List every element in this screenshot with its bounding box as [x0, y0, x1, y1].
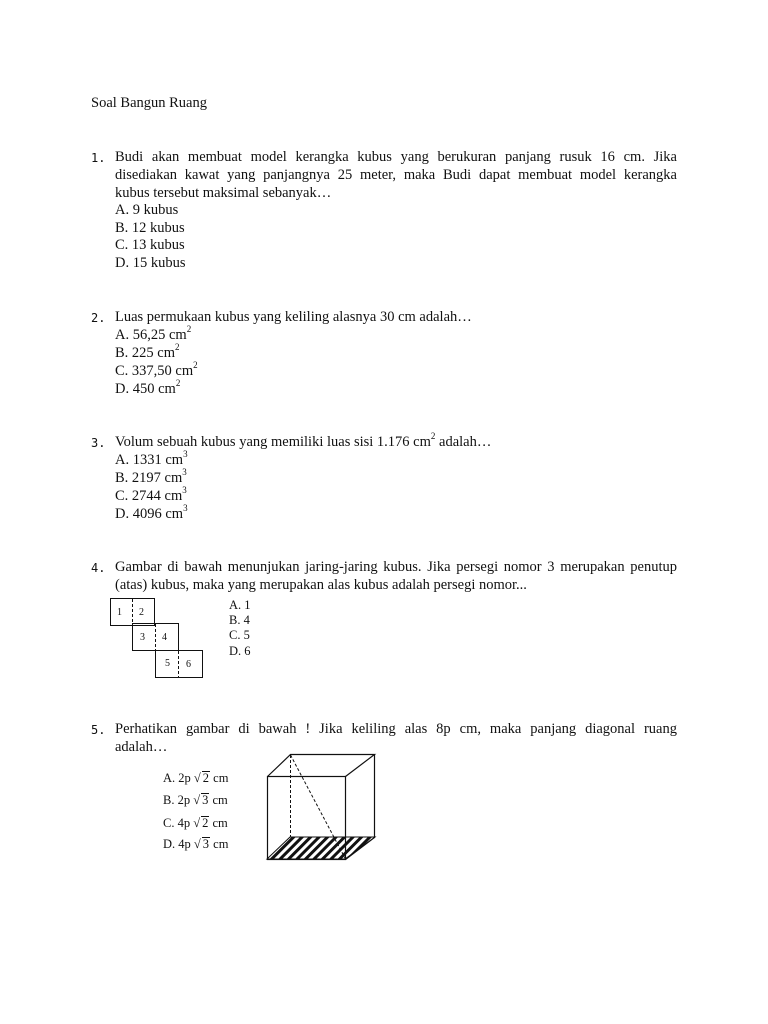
question-4-option-d: D. 6 — [229, 644, 251, 658]
question-4-option-b: B. 4 — [229, 613, 250, 627]
question-1-option-a: A. 9 kubus — [115, 202, 179, 218]
question-2-option-c: C. 337,50 $cm^2$ — [115, 360, 198, 379]
question-4-option-a: A. 1 — [229, 598, 251, 612]
question-3-text: Volum sebuah kubus yang memiliki luas sisi 1.176 $cm^2$ adalah… — [115, 431, 492, 450]
question-3-number: 3. — [91, 436, 106, 450]
question-2-text: Luas permukaan kubus yang keliling alasnya 30 cm adalah… — [115, 309, 472, 325]
net-label-4: 4 — [162, 632, 167, 643]
net-label-3: 3 — [140, 632, 145, 643]
question-3-option-b: B. 2197 $cm^3$ — [115, 467, 187, 486]
question-1-line-2: disediakan kawat yang panjangnya 25 meter, maka Budi dapat membuat model kerangka — [115, 167, 677, 183]
question-4-line-2: (atas) kubus, maka yang merupakan alas kubus adalah persegi nomor... — [115, 577, 527, 593]
net-label-2: 2 — [139, 607, 144, 618]
question-2-option-d: D. 450 $cm^2$ — [115, 378, 181, 397]
net-label-5: 5 — [165, 658, 170, 669]
question-1-number: 1. — [91, 151, 106, 165]
net-square-5-6 — [156, 651, 203, 678]
question-1-line-3: kubus tersebut maksimal sebanyak… — [115, 185, 332, 201]
page-title: Soal Bangun Ruang — [91, 95, 207, 111]
question-1-option-b: B. 12 kubus — [115, 220, 185, 236]
question-2-option-b: B. 225 $cm^2$ — [115, 342, 180, 361]
space-diagonal — [291, 755, 346, 859]
question-2-number: 2. — [91, 311, 106, 325]
question-5-line-1: Perhatikan gambar di bawah ! Jika keliling alas 8p cm, maka panjang diagonal ruang — [115, 721, 677, 737]
question-5-number: 5. — [91, 723, 106, 737]
question-4-number: 4. — [91, 561, 106, 575]
question-1-option-d: D. 15 kubus — [115, 255, 186, 271]
shaded-base — [267, 837, 375, 859]
question-4-line-1: Gambar di bawah menunjukan jaring-jaring kubus. Jika persegi nomor 3 merupakan penutup — [115, 559, 677, 575]
cube-top-face — [268, 755, 375, 777]
question-3-option-c: C. 2744 $cm^3$ — [115, 485, 187, 504]
net-label-1: 1 — [117, 607, 122, 618]
question-5-line-2: adalah… — [115, 739, 168, 755]
question-3-option-d: D. 4096 $cm^3$ — [115, 503, 188, 522]
question-1-option-c: C. 13 kubus — [115, 237, 185, 253]
question-5-option-a: A. 2p √ 2 cm — [163, 771, 229, 785]
question-5-option-c: C. 4p √ 2 cm — [163, 816, 228, 830]
question-5-option-d: D. 4p √ 3 cm — [163, 837, 229, 851]
net-label-6: 6 — [186, 659, 191, 670]
question-3-option-a: A. 1331 $cm^3$ — [115, 449, 188, 468]
question-2-option-a: A. 56,25 $cm^2$ — [115, 324, 192, 343]
question-1-line-1: Budi akan membuat model kerangka kubus yang berukuran panjang rusuk 16 cm. Jika — [115, 149, 677, 165]
question-5-option-b: B. 2p √ 3 cm — [163, 793, 228, 807]
cube-front-face — [268, 777, 346, 860]
cube-right-edges — [346, 755, 375, 860]
question-4-option-c: C. 5 — [229, 628, 250, 642]
